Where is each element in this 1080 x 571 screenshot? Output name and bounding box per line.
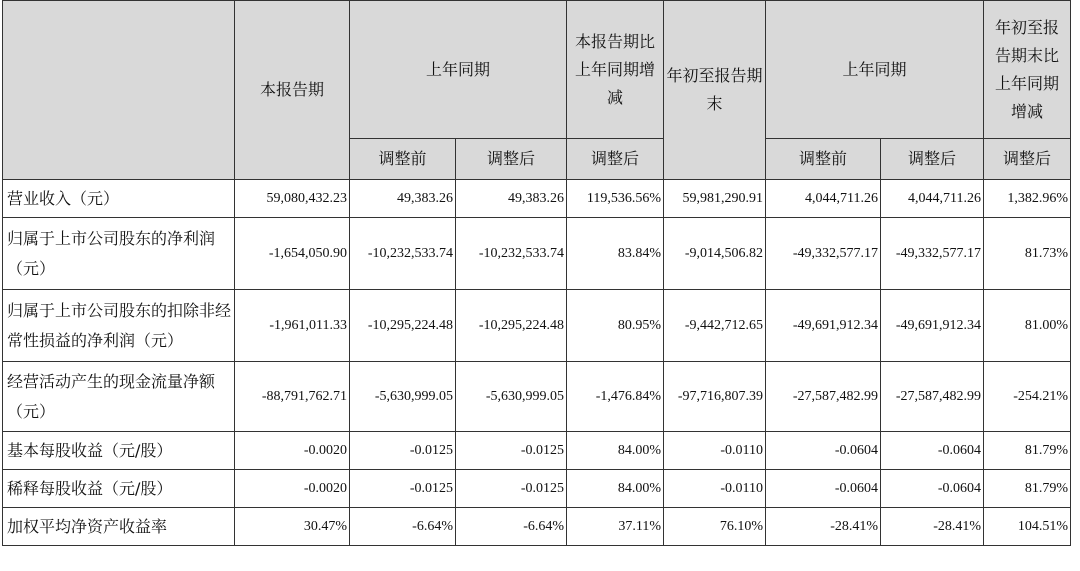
- cell-value: -28.41%: [881, 508, 984, 546]
- cell-value: -49,332,577.17: [766, 218, 881, 290]
- cell-value: -49,332,577.17: [881, 218, 984, 290]
- cell-value: 76.10%: [664, 508, 766, 546]
- cell-value: -1,961,011.33: [235, 290, 350, 362]
- header-current-period: 本报告期: [235, 1, 350, 180]
- table-row: [3, 508, 1071, 546]
- table-row: [3, 180, 1071, 218]
- header-row-1: [3, 1, 1071, 139]
- cell-value: -0.0125: [456, 432, 567, 470]
- cell-value: -6.64%: [456, 508, 567, 546]
- cell-value: 37.11%: [567, 508, 664, 546]
- cell-value: -254.21%: [984, 362, 1071, 432]
- cell-value: 81.79%: [984, 470, 1071, 508]
- cell-value: 1,382.96%: [984, 180, 1071, 218]
- row-label: 营业收入（元）: [3, 180, 235, 218]
- header-label-corner: [3, 1, 235, 180]
- cell-value: 30.47%: [235, 508, 350, 546]
- row-label: 基本每股收益（元/股）: [3, 432, 235, 470]
- cell-value: -0.0125: [456, 470, 567, 508]
- row-label: 归属于上市公司股东的扣除非经常性损益的净利润（元）: [3, 290, 235, 362]
- cell-value: -10,232,533.74: [456, 218, 567, 290]
- header-prior-year-ytd: 上年同期: [766, 1, 984, 139]
- cell-value: -97,716,807.39: [664, 362, 766, 432]
- cell-value: 119,536.56%: [567, 180, 664, 218]
- cell-value: 59,080,432.23: [235, 180, 350, 218]
- header-before-adj: 调整前: [350, 139, 456, 180]
- financial-summary-table: [2, 0, 1071, 546]
- cell-value: -0.0125: [350, 432, 456, 470]
- row-label: 经营活动产生的现金流量净额（元）: [3, 362, 235, 432]
- header-change-vs-prior: 本报告期比上年同期增减: [567, 1, 664, 139]
- header-after-adj: 调整后: [984, 139, 1071, 180]
- cell-value: -49,691,912.34: [881, 290, 984, 362]
- cell-value: -0.0020: [235, 470, 350, 508]
- cell-value: 81.00%: [984, 290, 1071, 362]
- cell-value: 84.00%: [567, 432, 664, 470]
- row-label: 归属于上市公司股东的净利润（元）: [3, 218, 235, 290]
- table-row: [3, 218, 1071, 290]
- table-row: [3, 290, 1071, 362]
- cell-value: 80.95%: [567, 290, 664, 362]
- cell-value: -0.0604: [881, 432, 984, 470]
- header-after-adj: 调整后: [881, 139, 984, 180]
- cell-value: 83.84%: [567, 218, 664, 290]
- cell-value: 49,383.26: [350, 180, 456, 218]
- cell-value: -9,442,712.65: [664, 290, 766, 362]
- cell-value: -27,587,482.99: [766, 362, 881, 432]
- cell-value: -49,691,912.34: [766, 290, 881, 362]
- cell-value: -10,232,533.74: [350, 218, 456, 290]
- cell-value: -5,630,999.05: [350, 362, 456, 432]
- table-row: [3, 432, 1071, 470]
- cell-value: -0.0110: [664, 432, 766, 470]
- cell-value: -0.0020: [235, 432, 350, 470]
- cell-value: 84.00%: [567, 470, 664, 508]
- header-ytd-end: 年初至报告期末: [664, 1, 766, 180]
- header-after-adj: 调整后: [567, 139, 664, 180]
- cell-value: 4,044,711.26: [766, 180, 881, 218]
- cell-value: 104.51%: [984, 508, 1071, 546]
- cell-value: 81.79%: [984, 432, 1071, 470]
- cell-value: -88,791,762.71: [235, 362, 350, 432]
- cell-value: -1,654,050.90: [235, 218, 350, 290]
- cell-value: -28.41%: [766, 508, 881, 546]
- cell-value: -0.0604: [881, 470, 984, 508]
- cell-value: -0.0125: [350, 470, 456, 508]
- cell-value: -27,587,482.99: [881, 362, 984, 432]
- cell-value: -9,014,506.82: [664, 218, 766, 290]
- cell-value: 81.73%: [984, 218, 1071, 290]
- cell-value: -10,295,224.48: [456, 290, 567, 362]
- table-row: [3, 362, 1071, 432]
- cell-value: 59,981,290.91: [664, 180, 766, 218]
- row-label: 加权平均净资产收益率: [3, 508, 235, 546]
- cell-value: 4,044,711.26: [881, 180, 984, 218]
- cell-value: -0.0604: [766, 470, 881, 508]
- cell-value: -6.64%: [350, 508, 456, 546]
- cell-value: -10,295,224.48: [350, 290, 456, 362]
- header-ytd-change: 年初至报告期末比上年同期增减: [984, 1, 1071, 139]
- table-row: [3, 470, 1071, 508]
- header-before-adj: 调整前: [766, 139, 881, 180]
- cell-value: -0.0110: [664, 470, 766, 508]
- cell-value: -0.0604: [766, 432, 881, 470]
- cell-value: -5,630,999.05: [456, 362, 567, 432]
- row-label: 稀释每股收益（元/股）: [3, 470, 235, 508]
- header-prior-year-period: 上年同期: [350, 1, 567, 139]
- cell-value: -1,476.84%: [567, 362, 664, 432]
- header-after-adj: 调整后: [456, 139, 567, 180]
- cell-value: 49,383.26: [456, 180, 567, 218]
